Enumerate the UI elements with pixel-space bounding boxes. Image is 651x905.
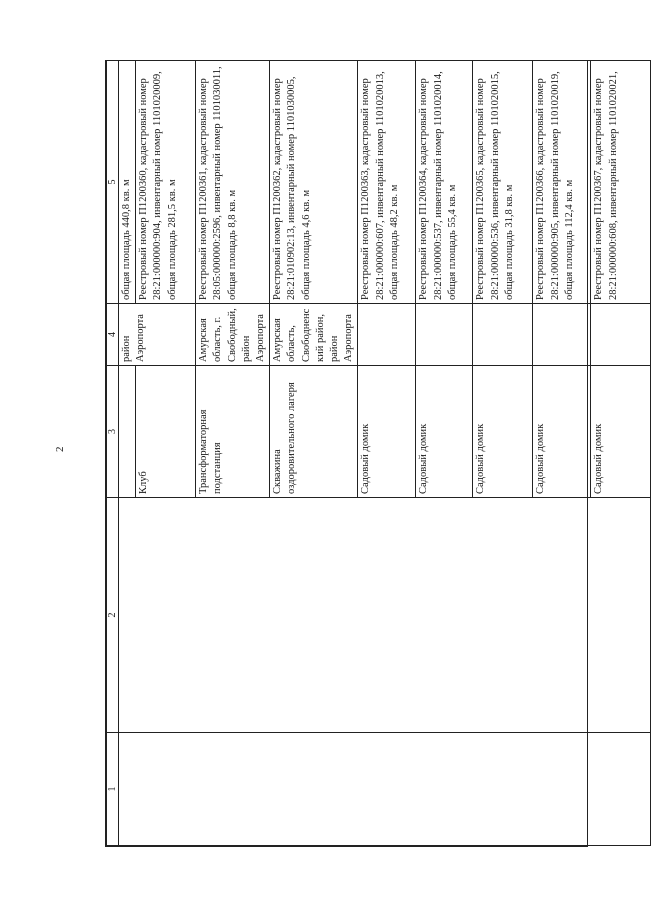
cell-description: Реестровый номер П1200360, кадастровый номер 28:21:000000:904, инвентарный номер 1101020009, общая площадь 281,5 кв. м xyxy=(136,61,196,304)
cell-name: Садовый домик xyxy=(533,366,591,498)
cell-location xyxy=(533,304,591,366)
cell-name: Клуб xyxy=(136,366,196,498)
cell-location xyxy=(358,304,416,366)
cell-location: район Аэропорта xyxy=(119,304,196,366)
cell-location xyxy=(473,304,533,366)
cell-name: Садовый домик xyxy=(358,366,416,498)
cell-number xyxy=(119,733,651,846)
document-frame xyxy=(105,60,619,847)
cell-description: Реестровый номер П1200367, кадастровый номер 28:21:000000:608, инвентарный номер 1101020021, xyxy=(591,61,651,304)
cell-location xyxy=(416,304,473,366)
header-cell: 4 xyxy=(107,304,119,366)
cell-name xyxy=(119,366,136,498)
cell-name: Скважина оздоровительного лагеря xyxy=(270,366,358,498)
cell-location: Амурская область, г. Свободный, район Аэропорта xyxy=(196,304,270,366)
header-cell: 2 xyxy=(107,498,119,733)
cell-description: Реестровый номер П1200365, кадастровый номер 28:21:000000:536, инвентарный номер 1101020015, общая площадь 31,8 кв. м xyxy=(473,61,533,304)
cell-name: Садовый домик xyxy=(591,366,651,498)
cell-category xyxy=(119,498,651,733)
page-number: 2 xyxy=(54,446,66,452)
cell-description: Реестровый номер П1200361, кадастровый номер 28:05:000000:2596, инвентарный номер 1101030011, общая площадь 8,8 кв. м xyxy=(196,61,270,304)
cell-description: Реестровый номер П1200363, кадастровый номер 28:21:000000:607, инвентарный номер 1101020013, общая площадь 48,2 кв. м xyxy=(358,61,416,304)
cell-description: Реестровый номер П1200362, кадастровый номер 28:21:010902:13, инвентарный номер 1101030005, общая площадь 4,6 кв. м xyxy=(270,61,358,304)
property-table xyxy=(106,60,651,846)
header-row xyxy=(107,61,119,846)
header-cell: 5 xyxy=(107,61,119,304)
header-cell: 1 xyxy=(107,733,119,846)
header-cell: 3 xyxy=(107,366,119,498)
cell-description: Реестровый номер П1200366, кадастровый номер 28:21:000000:905, инвентарный номер 1101020019, общая площадь 112,4 кв. м xyxy=(533,61,591,304)
cell-name: Садовый домик xyxy=(473,366,533,498)
cell-description: общая площадь 440,8 кв. м xyxy=(119,61,136,304)
cell-location: Амурская область, Свободненский район, район Аэропорта xyxy=(270,304,358,366)
cell-name: Садовый домик xyxy=(416,366,473,498)
rotated-table-wrapper xyxy=(106,61,619,846)
cell-description: Реестровый номер П1200364, кадастровый номер 28:21:000000:537, инвентарный номер 1101020014, общая площадь 55,4 кв. м xyxy=(416,61,473,304)
cell-location xyxy=(591,304,651,366)
table-row xyxy=(119,61,136,846)
cell-name: Трансформаторная подстанция xyxy=(196,366,270,498)
